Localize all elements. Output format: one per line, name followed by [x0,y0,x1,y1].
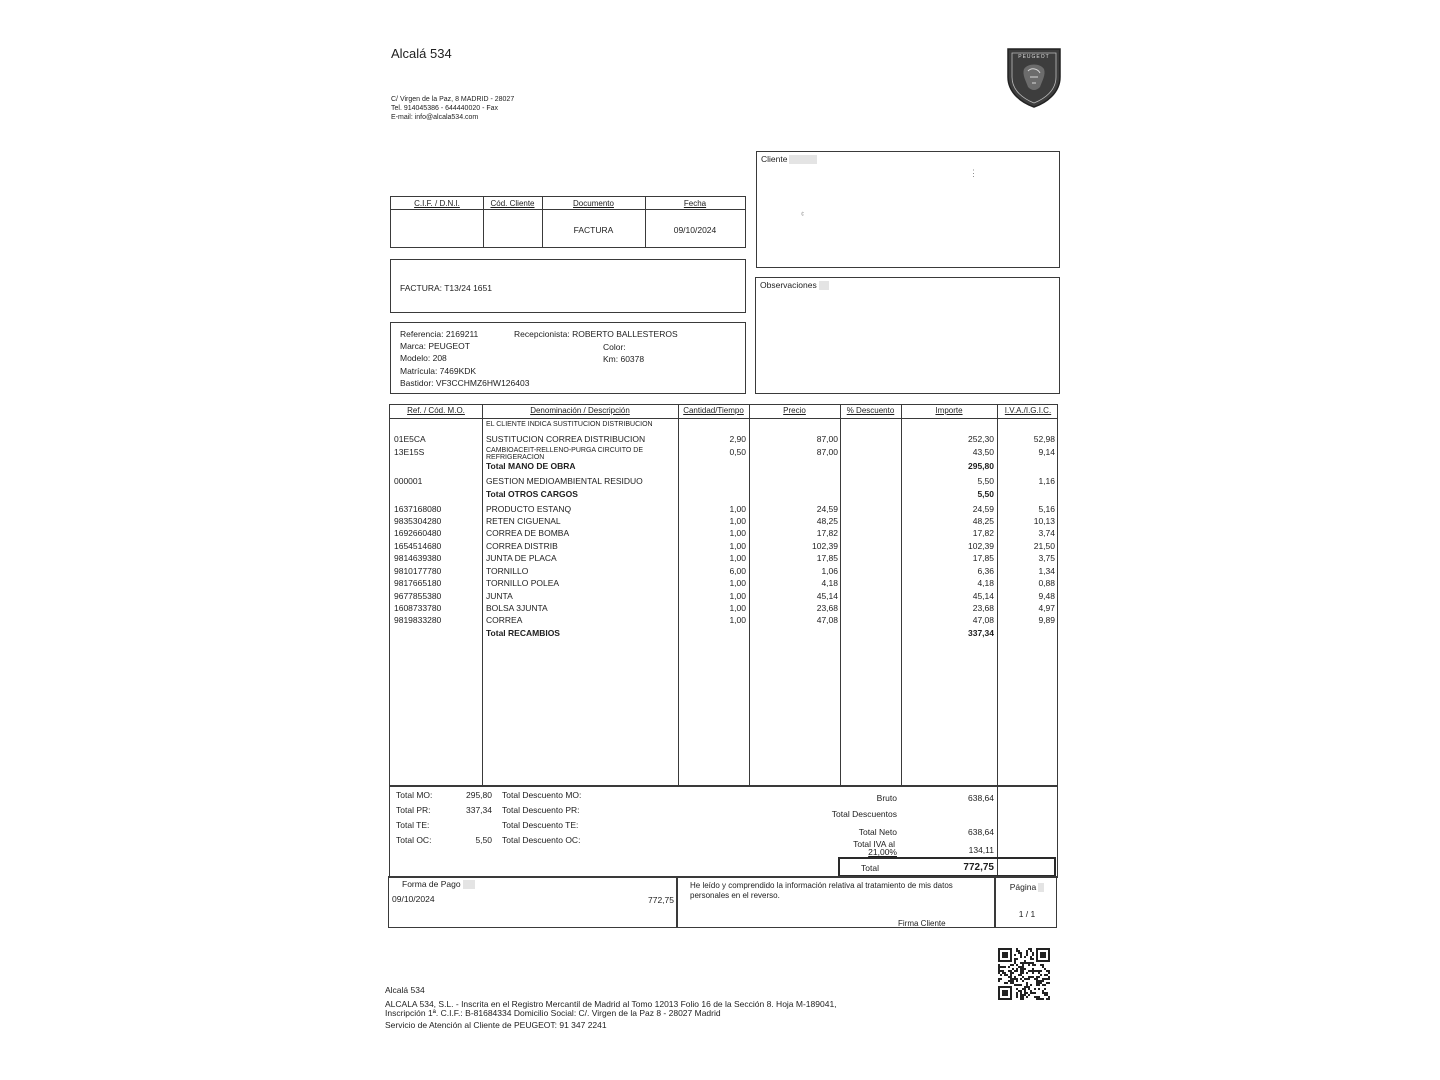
cell-qty: 1,00 [729,516,746,526]
cell-ref: 13E15S [394,447,425,457]
footer-line-2: Inscripción 1ª. C.I.F.: B-81684334 Domicilio Social: C/. Virgen de la Paz 8 - 28027 Madrid [385,1008,721,1018]
observations-label: Observaciones [760,280,817,290]
footer-line-3: Servicio de Atención al Cliente de PEUGEOT: 91 347 2241 [385,1020,607,1030]
cell-ref: 9817665180 [394,578,442,588]
cell-price: 24,59 [816,504,838,514]
cell-desc: GESTION MEDIOAMBIENTAL RESIDUO [486,476,643,486]
cell-desc: EL CLIENTE INDICA SUSTITUCION DISTRIBUCION [486,421,653,428]
total-left-label: Total MO: [396,790,433,800]
cell-ref: 9835304280 [394,516,442,526]
cell-amount: 23,68 [972,603,994,613]
cell-ref: 1692660480 [394,528,442,538]
header-value-fecha: 09/10/2024 [673,225,717,235]
client-box [756,151,1060,268]
vehicle-modelo: Modelo: 208 [400,353,447,363]
header-label-cif: C.I.F. / D.N.I. [414,199,460,208]
header-label-documento: Documento [573,199,614,208]
cell-qty: 6,00 [729,566,746,576]
table-row [390,527,1057,539]
cell-amount: 45,14 [972,591,994,601]
client-label: Cliente [761,154,788,164]
company-name: Alcalá 534 [391,46,452,61]
logo-text: PEUGEOT [1018,54,1050,60]
table-row [390,515,1057,527]
peugeot-logo [1006,47,1062,109]
totals-left [390,787,690,879]
cell-vat: 9,14 [1038,447,1055,457]
col-header-discount: % Descuento [846,406,895,415]
cell-desc: JUNTA [486,591,513,601]
total-left-discount-label: Total Descuento MO: [502,790,582,800]
col-header-description: Denominación / Descripción [530,406,630,415]
cell-price: 45,14 [816,591,838,601]
total-left-label: Total PR: [396,805,431,815]
total-value: 772,75 [963,862,994,873]
cell-desc: TORNILLO [486,566,529,576]
payment-label: Forma de Pago [402,879,461,889]
cell-vat: 3,74 [1038,528,1055,538]
vehicle-info-box [390,322,746,394]
cell-qty: 0,50 [729,447,746,457]
col-header-vat: I.V.A./I.G.I.C. [1004,406,1052,415]
cell-price: 87,00 [816,434,838,444]
table-row [390,540,1057,552]
total-left-value: 295,80 [466,790,492,800]
cell-price: 1,06 [821,566,838,576]
cell-price: 17,82 [816,528,838,538]
items-table [389,404,1058,786]
total-left-discount-label: Total Descuento TE: [502,820,579,830]
invoice-number-box [390,259,746,313]
table-row [390,460,1057,472]
cell-desc: REFRIGERACION [486,454,545,461]
cell-price: 87,00 [816,447,838,457]
signature-box [677,876,995,928]
cell-desc: PRODUCTO ESTANQ [486,504,572,514]
bruto-value: 638,64 [968,793,994,803]
neto-label: Total Neto [858,827,897,837]
client-mark-2: ¢ [801,212,805,218]
cell-qty: 1,00 [729,578,746,588]
total-left-value: 5,50 [475,835,492,845]
cell-ref: 1608733780 [394,603,442,613]
cell-vat: 0,88 [1038,578,1055,588]
cell-vat: 1,16 [1038,476,1055,486]
cell-amount: 43,50 [972,447,994,457]
vehicle-matricula: Matrícula: 7469KDK [400,366,477,376]
observations-box [755,277,1060,394]
header-label-cod-cliente: Cód. Cliente [490,199,535,208]
cell-vat: 52,98 [1033,434,1055,444]
cell-qty: 1,00 [729,528,746,538]
cell-amount: 47,08 [972,615,994,625]
cell-vat: 1,34 [1038,566,1055,576]
iva-label: Total IVA al [853,839,895,849]
cell-desc: BOLSA 3JUNTA [486,603,548,613]
cell-vat: 21,50 [1033,541,1055,551]
header-label-fecha: Fecha [683,199,707,208]
cell-qty: 1,00 [729,603,746,613]
table-row [390,565,1057,577]
items-rows [390,420,1057,645]
table-row [390,577,1057,589]
cell-vat: 9,48 [1038,591,1055,601]
privacy-text: He leído y comprendido la información relativa al tratamiento de mis datos personales en el reverso. [690,881,953,900]
cell-desc: Total MANO DE OBRA [486,461,576,471]
cell-ref: 1654514680 [394,541,442,551]
cell-amount: 17,85 [972,553,994,563]
client-mark-1: ⋮ [969,168,978,178]
vehicle-color: Color: [603,342,626,352]
cell-amount: 48,25 [972,516,994,526]
cell-desc: Total OTROS CARGOS [486,489,578,499]
cell-desc: CAMBIOACEIT-RELLENO-PURGA CIRCUITO DE [486,447,644,454]
invoice-number: FACTURA: T13/24 1651 [400,283,492,293]
cell-vat: 4,97 [1038,603,1055,613]
table-row [390,420,1057,432]
footer-name: Alcalá 534 [385,985,425,995]
cell-price: 17,85 [816,553,838,563]
total-left-label: Total TE: [396,820,430,830]
cell-vat: 5,16 [1038,504,1055,514]
cell-desc: CORREA [486,615,523,625]
total-box [838,857,1056,877]
cell-price: 23,68 [816,603,838,613]
cell-ref: 000001 [394,476,423,486]
col-header-ref: Ref. / Cód. M.O. [407,406,465,415]
total-left-label: Total OC: [396,835,432,845]
cell-desc: RETEN CIGUENAL [486,516,561,526]
table-row [390,475,1057,487]
table-row [390,602,1057,614]
cell-ref: 9814639380 [394,553,442,563]
company-email: E-mail: info@alcala534.com [391,114,479,121]
cell-ref: 01E5CA [394,434,426,444]
cell-amount: 5,50 [977,476,994,486]
total-left-value: 337,34 [466,805,492,815]
footer-line-1: ALCALA 534, S.L. - Inscrita en el Registro Mercantil de Madrid al Tomo 12013 Folio 16 de la Sección 8. Hoja M-189041, [385,999,837,1009]
cell-amount: 24,59 [972,504,994,514]
cell-qty: 1,00 [729,591,746,601]
table-row [390,433,1057,445]
company-phone: Tel. 914045386 - 644440020 - Fax [391,105,499,112]
company-address: C/ Virgen de la Paz, 8 MADRID - 28027 [391,96,515,103]
cell-qty: 1,00 [729,504,746,514]
table-row [390,590,1057,602]
table-row [390,552,1057,564]
neto-value: 638,64 [968,827,994,837]
total-left-discount-label: Total Descuento PR: [502,805,580,815]
table-row [390,503,1057,515]
cell-amount: 17,82 [972,528,994,538]
vehicle-marca: Marca: PEUGEOT [400,341,470,351]
cell-qty: 1,00 [729,541,746,551]
cell-qty: 2,90 [729,434,746,444]
vehicle-bastidor: Bastidor: VF3CCHMZ6HW126403 [400,378,530,388]
cell-amount: 252,30 [968,434,994,444]
cell-desc: Total RECAMBIOS [486,628,560,638]
payment-amount: 772,75 [648,895,674,905]
table-row [390,614,1057,626]
descuentos-label: Total Descuentos [831,809,897,819]
cell-vat: 10,13 [1033,516,1055,526]
total-label: Total [861,863,879,873]
payment-date: 09/10/2024 [392,894,435,904]
cell-amount: 6,36 [977,566,994,576]
vehicle-referencia: Referencia: 2169211 [400,329,479,339]
cell-qty: 1,00 [729,553,746,563]
page-number: 1 / 1 [1018,909,1036,919]
cell-desc: TORNILLO POLEA [486,578,560,588]
cell-desc: CORREA DISTRIB [486,541,558,551]
col-header-price: Precio [783,406,806,415]
cell-price: 48,25 [816,516,838,526]
cell-ref: 9810177780 [394,566,442,576]
totals-box [389,786,1058,878]
cell-amount: 102,39 [968,541,994,551]
vehicle-recepcionista: Recepcionista: ROBERTO BALLESTEROS [514,329,678,339]
cell-ref: 9677855380 [394,591,442,601]
cell-desc: CORREA DE BOMBA [486,528,570,538]
cell-desc: SUSTITUCION CORREA DISTRIBUCION [486,434,646,444]
cell-amount: 337,34 [968,628,994,638]
payment-box [388,876,677,928]
cell-qty: 1,00 [729,615,746,625]
iva-rate: 21,00% [868,847,897,857]
qr-code [998,948,1050,1000]
cell-vat: 9,89 [1038,615,1055,625]
col-header-quantity: Cantidad/Tiempo [683,406,744,415]
cell-amount: 5,50 [977,489,994,499]
cell-amount: 4,18 [977,578,994,588]
table-row [390,627,1057,639]
signature-label: Firma Cliente [898,919,946,928]
cell-vat: 3,75 [1038,553,1055,563]
total-left-discount-label: Total Descuento OC: [502,835,581,845]
cell-desc: JUNTA DE PLACA [486,553,557,563]
cell-amount: 295,80 [968,461,994,471]
header-table [390,196,746,248]
iva-value: 134,11 [968,845,994,855]
header-value-documento: FACTURA [573,225,614,235]
cell-price: 4,18 [821,578,838,588]
cell-ref: 1637168080 [394,504,442,514]
page-label: Página [1009,882,1037,892]
vehicle-km: Km: 60378 [603,354,645,364]
bruto-label: Bruto [876,793,897,803]
cell-price: 47,08 [816,615,838,625]
cell-price: 102,39 [812,541,838,551]
cell-ref: 9819833280 [394,615,442,625]
page-box [995,876,1057,928]
table-row [390,488,1057,500]
col-header-amount: Importe [935,406,963,415]
